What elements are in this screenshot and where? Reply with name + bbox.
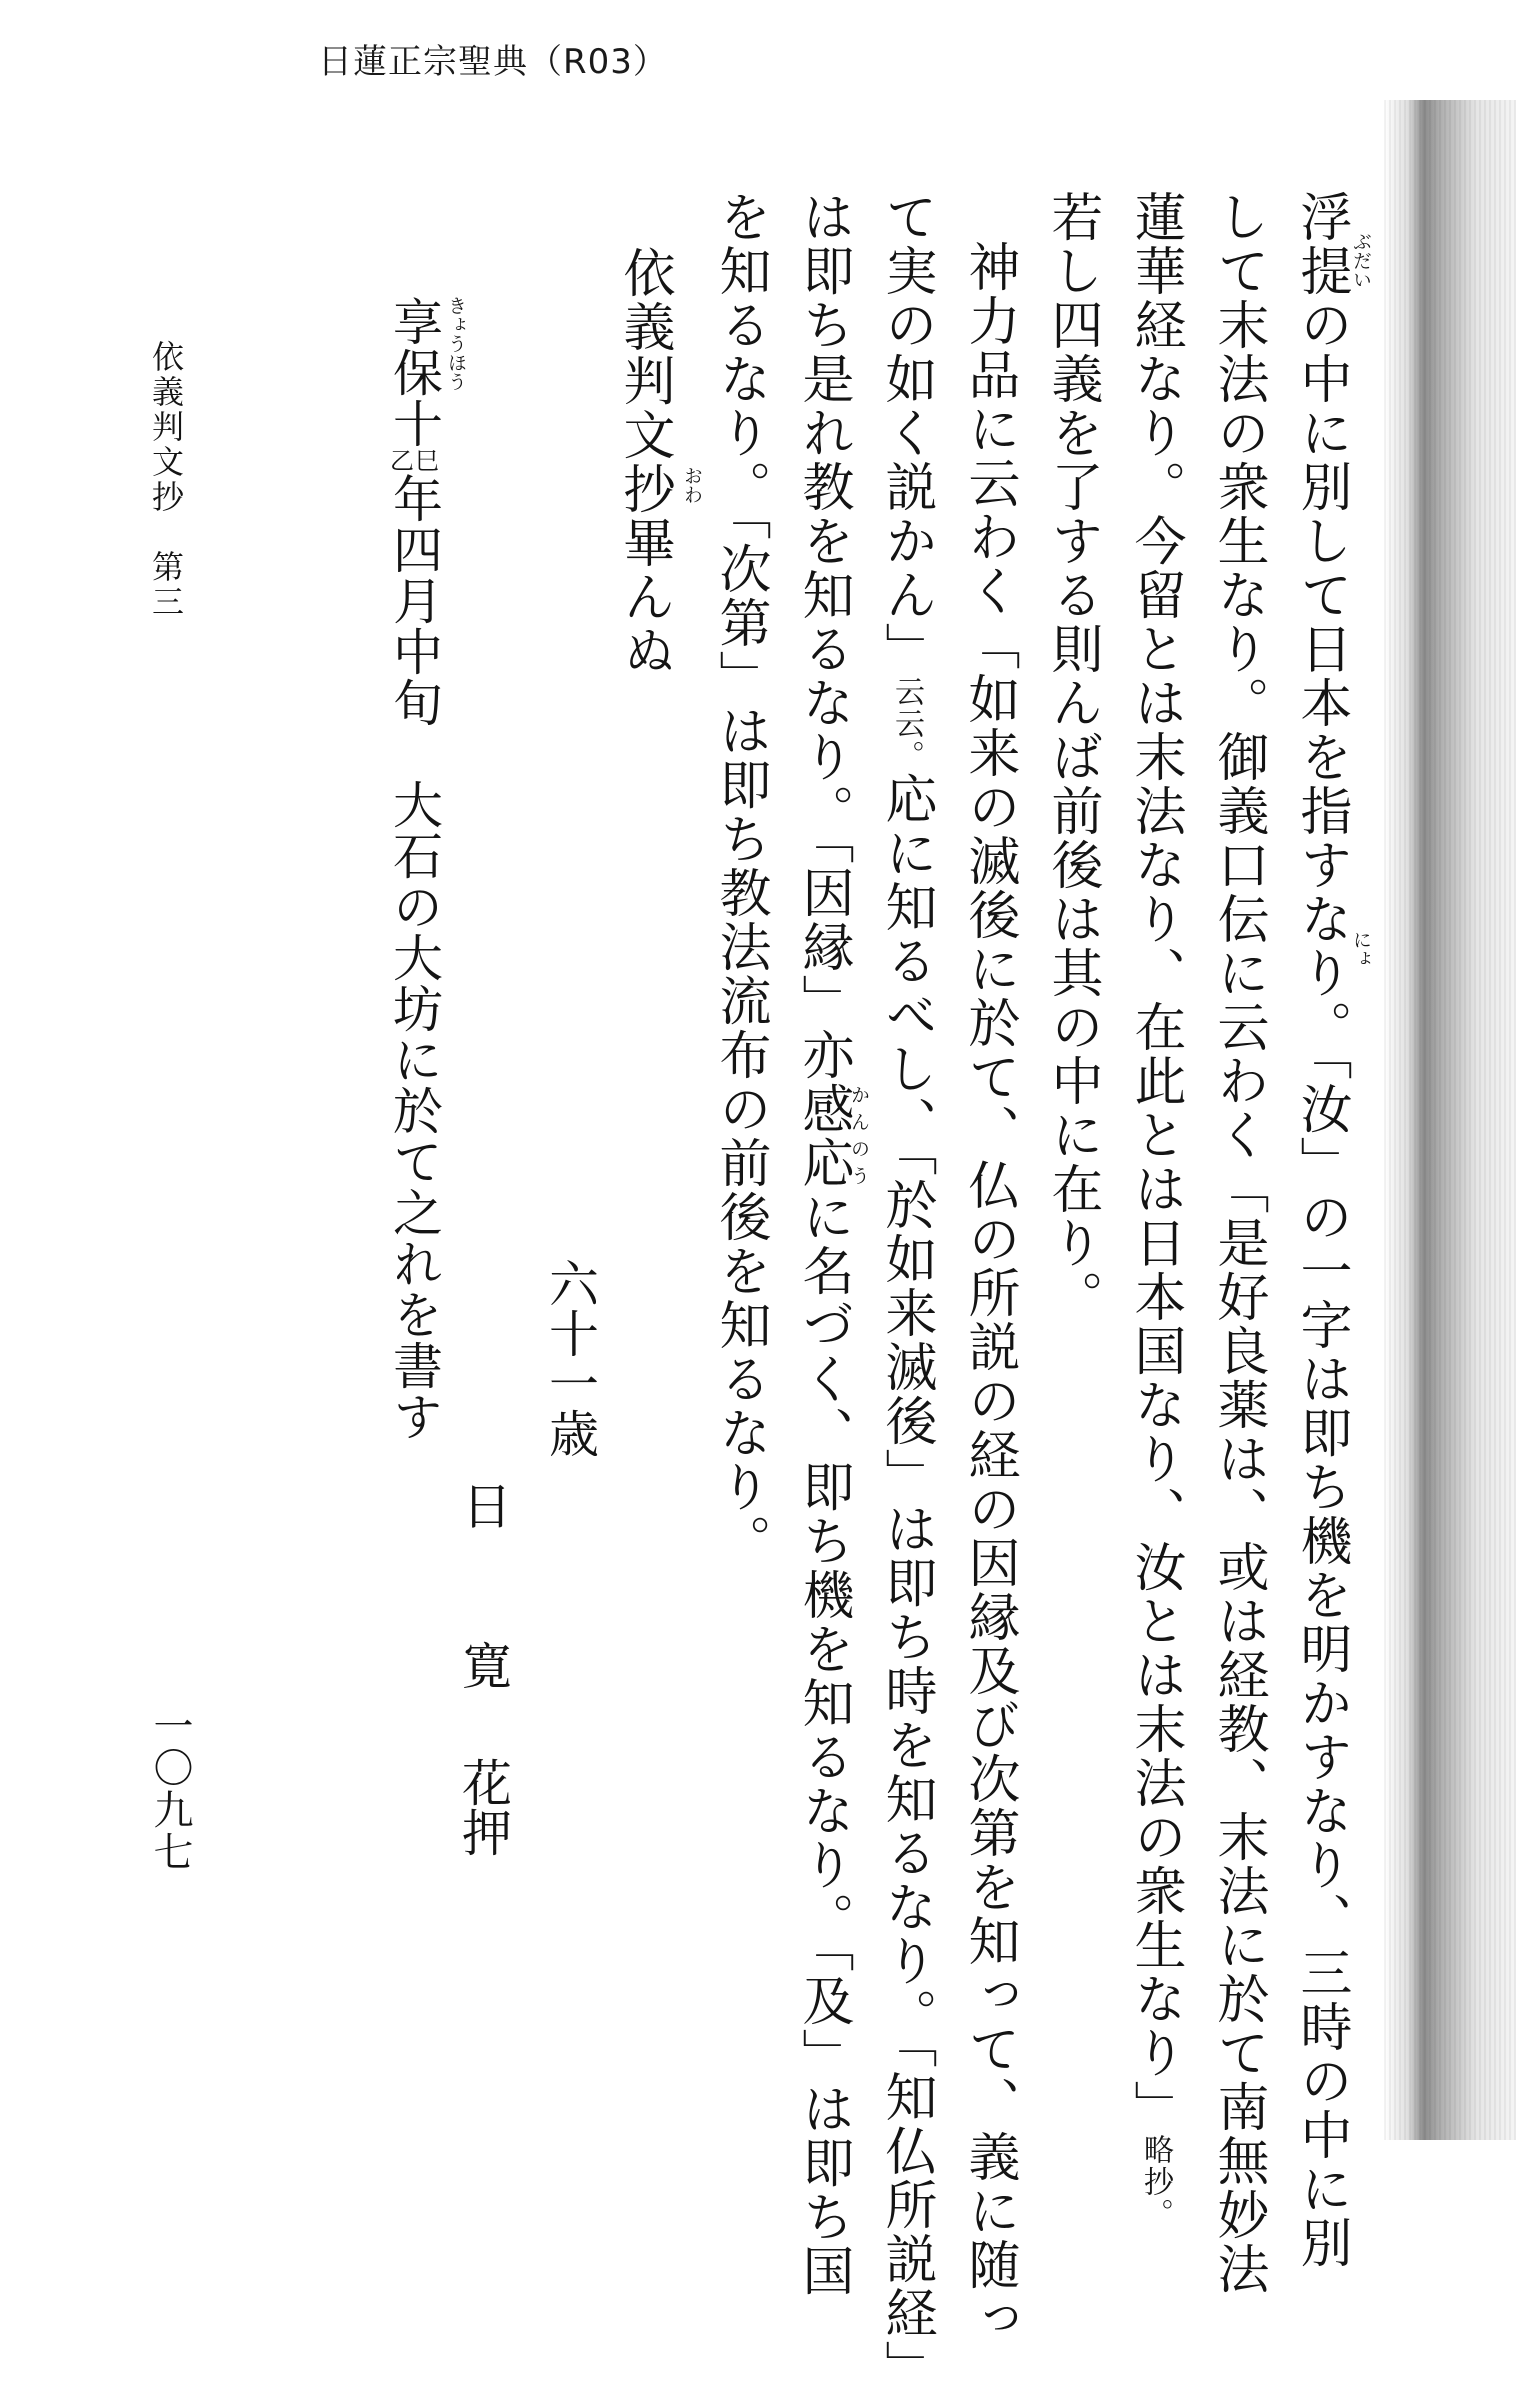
body-line-4 [1042,190,1102,1324]
furigana-nyo: にょ [1350,930,1372,968]
body-line-8 [710,190,770,1568]
body-line-6-text: て実の如く説かん」 [876,190,936,676]
body-line-5 [959,240,1019,2346]
body-line-3 [1125,190,1185,2230]
body-line-1 [1291,190,1351,2270]
furigana-kyouhou: きょうほう [445,296,467,391]
furigana-owa: おわ [681,466,703,504]
page-number: 一〇九七 [147,1705,193,1873]
colophon-kanshi-bottom: 巳 [415,447,440,475]
author-seal: 花押 [454,1757,512,1857]
body-line-7 [793,190,870,2298]
body-line-7-text: は即ち是れ教を知るなり。「因縁」亦 [793,190,853,1082]
ruby-kannou-base: 感応 [793,1082,853,1190]
ruby-kannou-reading: かんのう [848,1082,870,1190]
colophon-kanshi-top: 乙 [390,447,415,475]
author-char-1: 日 [454,1480,512,1530]
furigana-budai: ぶだい [1350,232,1372,289]
colophon-title-end: 依義判文抄畢んぬ [614,246,674,678]
ruby-kannou [793,1082,870,1190]
note-unnun: 云云。 [889,676,924,772]
body-line-7-rest: に名づく、即ち機を知るなり。「及」は即ち国 [793,1190,853,2298]
body-line-2 [1208,190,1268,2296]
colophon-date [385,296,443,1442]
note-ryakusho: 略抄。 [1138,2134,1173,2230]
colophon-date-rest: 年四月中旬 大石の大坊に於て之れを書す [385,473,443,1442]
colophon-age: 六十一歳 [541,1258,599,1458]
body-line-5-text: 神力品に云わく「如来の滅後に於て、仏の所説の経の因縁及び次第を知って、義に随っ [959,240,1019,2346]
running-title: 依義判文抄 第三 [147,340,185,620]
body-line-8-text: を知るなり。「次第」は即ち教法流布の前後を知るなり。 [710,190,770,1568]
body-line-2-text: して末法の衆生なり。御義口伝に云わく「是好良薬は、或は経教、末法に於て南無妙法 [1208,190,1268,2296]
author-char-2: 寛 [454,1640,512,1690]
page-header-title: 日蓮正宗聖典（R03） [318,42,668,82]
body-line-4-text: 若し四義を了する則んば前後は其の中に在り。 [1042,190,1102,1324]
body-line-1-text: 浮提の中に別して日本を指すなり。「汝」の一字は即ち機を明かすなり、三時の中に別 [1291,190,1351,2270]
body-line-6 [876,190,936,2394]
colophon-date-prefix: 享保十 [385,296,443,449]
body-line-3-text: 蓮華経なり。今留とは末法なり、在此とは日本国なり、汝とは末法の衆生なり」 [1125,190,1185,2134]
scan-edge-shadow [1384,100,1516,2140]
colophon-kanshi [388,449,440,473]
body-line-6-rest: 応に知るべし、「於如来滅後」は即ち時を知るなり。「知仏所説経」 [876,772,936,2394]
